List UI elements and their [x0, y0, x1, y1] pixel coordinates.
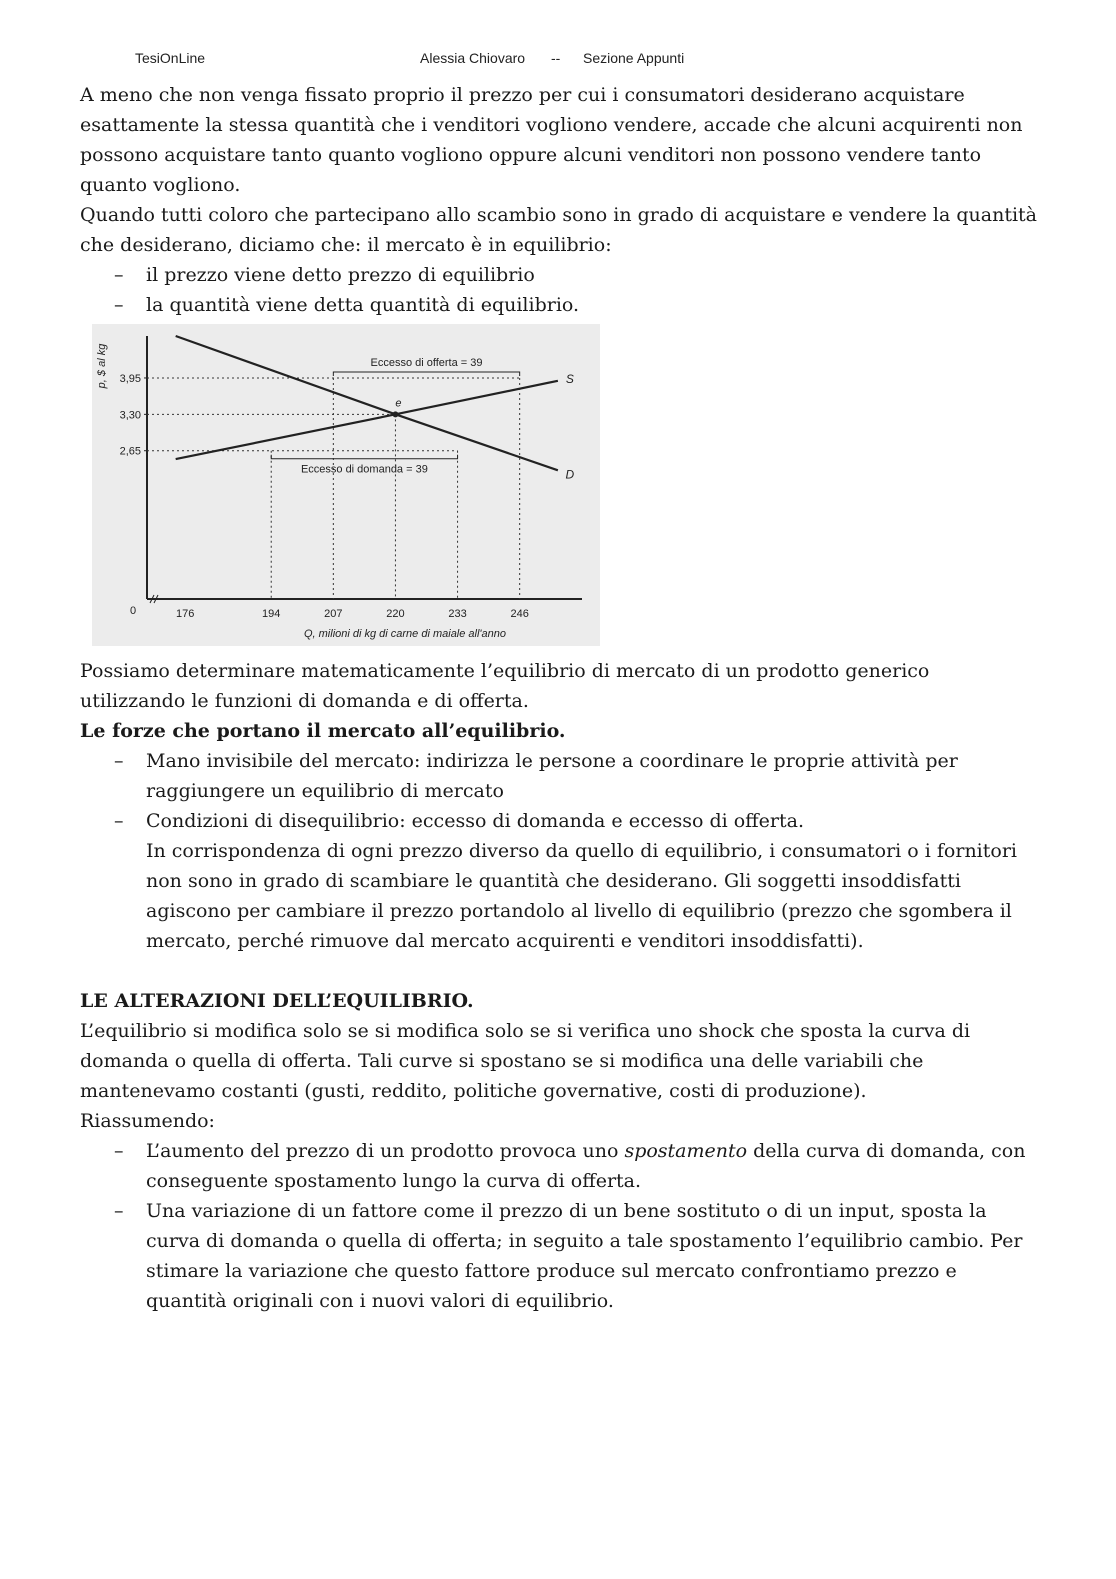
x-tick-label: 176 [176, 608, 195, 620]
list-item: – la quantità viene detta quantità di equilibrio. [80, 290, 1040, 320]
document-body [80, 80, 1040, 1316]
summary-label: Riassumendo: [80, 1110, 215, 1132]
summary-list [80, 1136, 1040, 1316]
intro-paragraph-1: A meno che non venga fissato proprio il prezzo per cui i consumatori desiderano acquistare esattamente la stessa quantità che i venditori vogliono vendere, accade che alcuni acquirenti non possono acquistare tanto quanto vogliono oppure alcuni venditori non possono vendere tanto quanto vogliono. [80, 84, 1023, 196]
forces-heading: Le forze che portano il mercato all’equilibrio. [80, 720, 566, 742]
list-item [80, 1136, 1040, 1196]
x-tick-label: 207 [324, 608, 343, 620]
header-section: Sezione Appunti [583, 50, 685, 66]
list-item: – il prezzo viene detto prezzo di equilibrio [80, 260, 1040, 290]
section-heading: LE ALTERAZIONI DELL’EQUILIBRIO. [80, 990, 474, 1012]
demand-label: D [565, 467, 575, 482]
y-tick-label: 3,95 [119, 372, 141, 385]
equilibrium-chart [80, 324, 1040, 656]
header-separator: -- [551, 50, 561, 66]
equilibrium-point [392, 411, 398, 417]
x-tick-label: 233 [448, 608, 467, 620]
list-item [80, 806, 1040, 956]
summary-emphasis: spostamento [624, 1140, 748, 1162]
origin-label: 0 [129, 605, 137, 617]
header-site: TesiOnLine [135, 50, 206, 66]
paragraph-3: Possiamo determinare matematicamente l’equilibrio di mercato di un prodotto generico utilizzando le funzioni di domanda e di offerta. [80, 660, 930, 712]
x-tick-label: 194 [262, 608, 281, 620]
excess-label: Eccesso di domanda = 39 [300, 463, 428, 476]
x-tick-label: 246 [510, 608, 529, 620]
equilibrium-list [80, 260, 1040, 320]
x-axis-label: Q, milioni di kg di carne di maiale all'anno [303, 628, 507, 640]
supply-label: S [565, 371, 574, 386]
section-paragraph: L’equilibrio si modifica solo se si modifica solo se si verifica uno shock che sposta la curva di domanda o quella di offerta. Tali curve si spostano se si modifica una delle variabili che mantenevamo costanti (gusti, reddito, politiche governative, costi di produzione). [80, 1020, 971, 1102]
page-header [0, 50, 1116, 70]
list-item: – Mano invisibile del mercato: indirizza le persone a coordinare le proprie attività per raggiungere un equilibrio di mercato [80, 746, 1040, 806]
x-tick-label: 220 [386, 608, 405, 620]
excess-label: Eccesso di offerta = 39 [370, 356, 483, 369]
y-tick-label: 3,30 [119, 409, 141, 422]
y-tick-label: 2,65 [119, 445, 141, 458]
list-item-text: – Condizioni di disequilibrio: eccesso di domanda e eccesso di offerta. [146, 810, 804, 832]
chart-svg [92, 324, 600, 646]
header-author: Alessia Chiovaro [420, 50, 526, 66]
intro-paragraph-2: Quando tutti coloro che partecipano allo scambio sono in grado di acquistare e vendere la quantità che desiderano, diciamo che: il mercato è in equilibrio: [80, 204, 1038, 256]
list-item: – Una variazione di un fattore come il prezzo di un bene sostituto o di un input, sposta la curva di domanda o quella di offerta; in seguito a tale spostamento l’equilibrio cambio. Per stimare la variazione che questo fattore produce sul mercato confrontiamo prezzo e quantità originali con i nuovi valori di equilibrio. [80, 1196, 1040, 1316]
summary-text-after: della curva di domanda, con conseguente spostamento lungo la curva di offerta. [146, 1140, 1026, 1192]
y-axis-label: p, $ al kg [96, 343, 108, 389]
summary-text-before: L’aumento del prezzo di un prodotto provoca uno [146, 1140, 625, 1162]
equilibrium-label: e [395, 397, 402, 410]
forces-list [80, 746, 1040, 956]
list-item-detail: In corrispondenza di ogni prezzo diverso da quello di equilibrio, i consumatori o i fornitori non sono in grado di scambiare le quantità che desiderano. Gli soggetti insoddisfatti agiscono per cambiare il prezzo portandolo al livello di equilibrio (prezzo che sgombera il mercato, perché rimuove dal mercato acquirenti e venditori insoddisfatti). [146, 840, 1017, 952]
